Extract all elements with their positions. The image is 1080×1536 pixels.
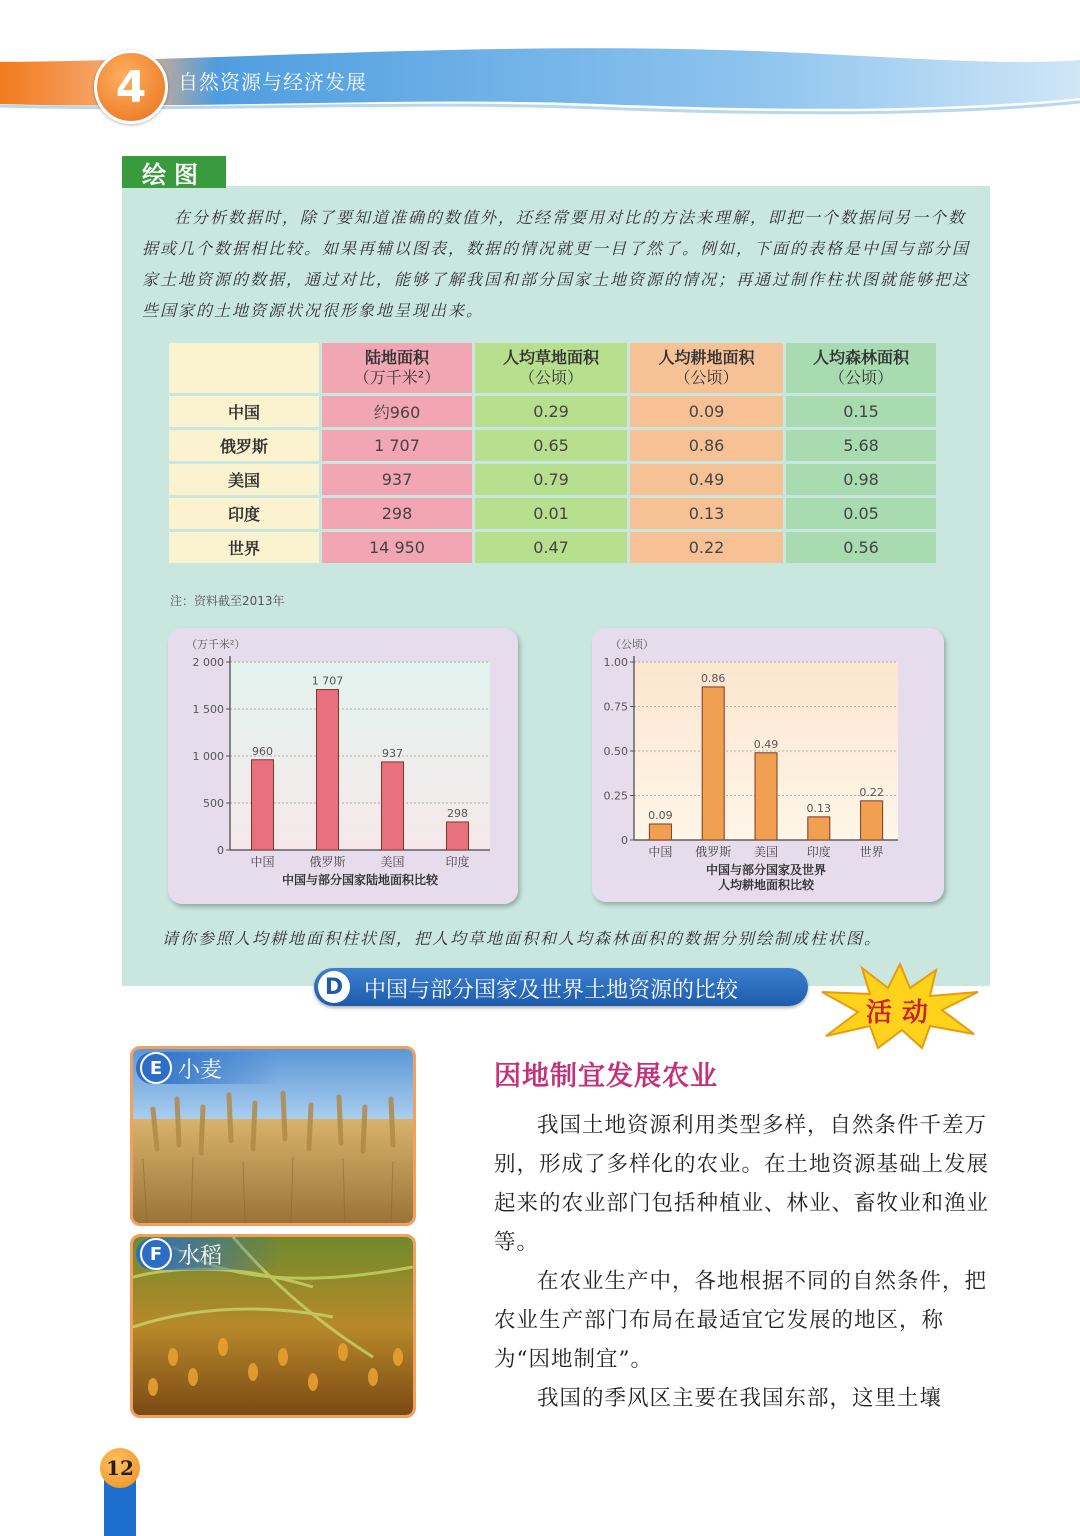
bar <box>447 822 469 850</box>
bar <box>317 690 339 850</box>
cell-grassland: 0.01 <box>475 498 627 529</box>
bar <box>252 760 274 850</box>
wheat-photo-label <box>136 1052 282 1084</box>
table-header-row <box>169 343 936 393</box>
bar-value-label: 0.13 <box>806 801 832 815</box>
cell-forest: 0.05 <box>786 498 936 529</box>
header-title: 人均耕地面积 <box>658 348 755 367</box>
bar <box>382 762 404 850</box>
cell-grassland: 0.47 <box>475 532 627 563</box>
x-tick-label: 印度 <box>445 855 470 869</box>
x-tick-label: 美国 <box>753 845 779 859</box>
cell-forest: 0.15 <box>786 396 936 427</box>
land-area-chart <box>168 628 518 904</box>
activity-badge-label: 活动 <box>866 998 939 1028</box>
photo-letter-f: F <box>140 1238 172 1270</box>
bar-value-label: 0.09 <box>648 808 673 822</box>
y-axis-label: （公顷） <box>610 638 654 651</box>
chart-caption: 人均耕地面积比较 <box>717 878 815 892</box>
x-tick-label: 俄罗斯 <box>309 855 346 869</box>
cell-forest: 0.56 <box>786 532 936 563</box>
cell-farmland: 0.86 <box>630 430 783 461</box>
bar-value-label: 1 707 <box>311 674 344 688</box>
y-tick-label: 1 500 <box>192 703 224 716</box>
header-unit: （万千米²） <box>353 368 441 387</box>
y-tick-label: 0 <box>621 834 628 847</box>
bar <box>702 687 724 840</box>
table-row <box>169 464 936 495</box>
x-tick-label: 中国 <box>648 845 673 859</box>
row-country: 俄罗斯 <box>169 430 319 461</box>
body-paragraph: 我国的季风区主要在我国东部，这里土壤 <box>537 1386 943 1411</box>
cell-grassland: 0.79 <box>475 464 627 495</box>
header-unit: （公顷） <box>828 368 893 387</box>
body-paragraph: 在农业生产中，各地根据不同的自然条件，把农业生产部门布局在最适宜它发展的地区，称为“因地制宜”。 <box>494 1269 988 1372</box>
cell-land-area: 298 <box>322 498 472 529</box>
header-unit: （公顷） <box>674 368 739 387</box>
cell-land-area: 1 707 <box>322 430 472 461</box>
x-tick-label: 美国 <box>380 855 405 869</box>
activity-tab: 绘图 <box>122 156 226 188</box>
page-number-bar <box>104 1480 136 1536</box>
land-resource-table <box>166 340 939 566</box>
header-grassland <box>475 343 627 393</box>
figure-caption-letter: D <box>318 971 350 1003</box>
header-unit: （公顷） <box>518 368 583 387</box>
y-tick-label: 1 000 <box>192 750 224 763</box>
table-row <box>169 532 936 563</box>
cell-land-area: 约960 <box>322 396 472 427</box>
x-tick-label: 中国 <box>250 855 275 869</box>
photo-letter-e: E <box>140 1052 172 1084</box>
header-title: 人均草地面积 <box>502 348 599 367</box>
cell-farmland: 0.13 <box>630 498 783 529</box>
header-band <box>0 0 1080 130</box>
x-tick-label: 俄罗斯 <box>695 845 732 859</box>
y-tick-label: 2 000 <box>192 656 224 669</box>
chapter-title: 自然资源与经济发展 <box>178 70 367 94</box>
table-note: 注：资料截至2013年 <box>170 594 285 608</box>
body-paragraph: 我国土地资源利用类型多样，自然条件千差万别，形成了多样化的农业。在土地资源基础上发展起来的农业部门包括种植业、林业、畜牧业和渔业等。 <box>494 1113 990 1255</box>
intro-paragraph: 在分析数据时，除了要知道准确的数值外，还经常要用对比的方法来理解，即把一个数据同另一个数据或几个数据相比较。如果再辅以图表，数据的情况就更一目了然了。例如，下面的表格是中国与部分国家土地资源的数据，通过对比，能够了解我国和部分国家土地资源的情况；再通过制作柱状图就能够把这些国家的土地资源状况很形象地呈现出来。 <box>142 208 971 320</box>
figure-caption-text: 中国与部分国家及世界土地资源的比较 <box>364 978 739 1003</box>
header-title: 陆地面积 <box>364 348 429 367</box>
bar <box>808 817 830 840</box>
cell-land-area: 14 950 <box>322 532 472 563</box>
cell-grassland: 0.29 <box>475 396 627 427</box>
farmland-chart-svg <box>592 628 944 902</box>
x-tick-label: 印度 <box>806 845 831 859</box>
section-heading: 因地制宜发展农业 <box>494 1061 718 1092</box>
section-body <box>494 1106 990 1418</box>
cell-land-area: 937 <box>322 464 472 495</box>
cell-farmland: 0.22 <box>630 532 783 563</box>
rice-photo-label <box>136 1238 282 1270</box>
y-tick-label: 0 <box>217 844 224 857</box>
bar-value-label: 0.49 <box>753 737 779 751</box>
farmland-chart <box>592 628 944 902</box>
bar-value-label: 298 <box>447 806 468 820</box>
bar <box>755 753 777 840</box>
cell-farmland: 0.09 <box>630 396 783 427</box>
x-tick-label: 世界 <box>859 845 884 859</box>
header-farmland <box>630 343 783 393</box>
bar <box>649 824 671 840</box>
cell-forest: 5.68 <box>786 430 936 461</box>
chart-caption: 中国与部分国家及世界 <box>705 863 827 877</box>
cell-forest: 0.98 <box>786 464 936 495</box>
chapter-number: 4 <box>94 50 168 124</box>
row-country: 印度 <box>169 498 319 529</box>
table-row <box>169 396 936 427</box>
bar <box>861 801 883 840</box>
bar-value-label: 0.22 <box>859 785 884 799</box>
table-row <box>169 498 936 529</box>
row-country: 美国 <box>169 464 319 495</box>
header-title: 人均森林面积 <box>812 348 909 367</box>
photo-label-text: 小麦 <box>178 1057 223 1083</box>
y-tick-label: 0.25 <box>603 789 628 803</box>
row-country: 世界 <box>169 532 319 563</box>
cell-grassland: 0.65 <box>475 430 627 461</box>
table-row <box>169 430 936 461</box>
header-land-area <box>322 343 472 393</box>
bar-value-label: 960 <box>252 744 273 758</box>
cell-farmland: 0.49 <box>630 464 783 495</box>
y-tick-label: 0.75 <box>603 700 628 714</box>
y-tick-label: 1.00 <box>603 656 628 669</box>
y-tick-label: 0.50 <box>603 745 628 758</box>
chart-caption: 中国与部分国家陆地面积比较 <box>281 873 439 887</box>
bar-value-label: 937 <box>382 746 403 760</box>
header-forest <box>786 343 936 393</box>
y-axis-label: （万千米²） <box>186 638 246 651</box>
task-instruction: 请你参照人均耕地面积柱状图，把人均草地面积和人均森林面积的数据分别绘制成柱状图。 <box>162 929 883 948</box>
bar-value-label: 0.86 <box>700 671 726 685</box>
photo-label-text: 水稻 <box>178 1243 223 1269</box>
row-country: 中国 <box>169 396 319 427</box>
y-tick-label: 500 <box>203 797 224 810</box>
page-number: 12 <box>100 1448 140 1488</box>
table-corner-cell <box>169 343 319 393</box>
land-area-chart-svg <box>168 628 518 904</box>
